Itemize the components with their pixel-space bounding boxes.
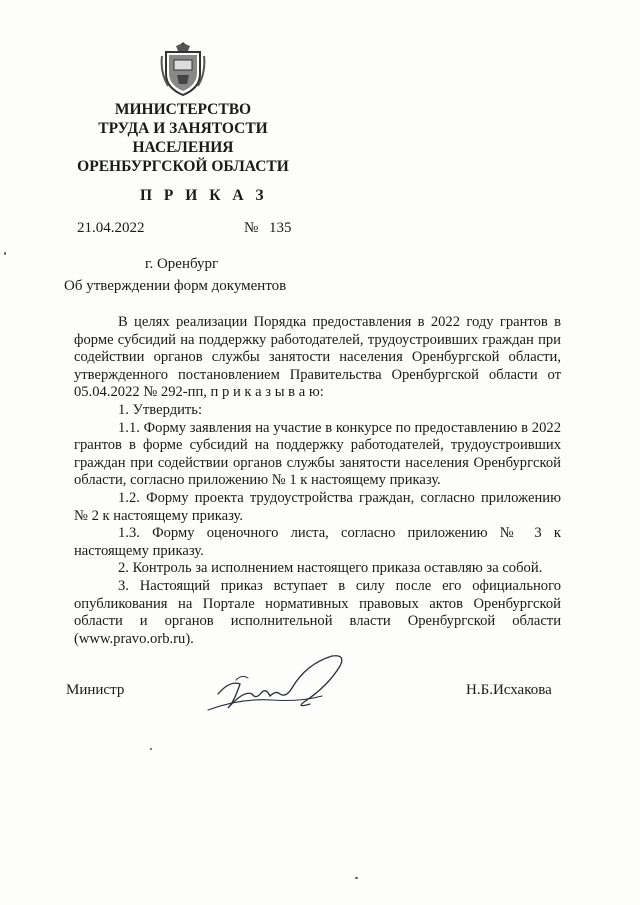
scan-speck bbox=[150, 748, 152, 750]
signer-title: Министр bbox=[66, 682, 125, 698]
document-type-title: П Р И К А З bbox=[140, 187, 268, 204]
org-line: ТРУДА И ЗАНЯТОСТИ bbox=[98, 120, 268, 137]
signer-name: Н.Б.Исхакова bbox=[466, 682, 552, 698]
body-paragraph: 1.3. Форму оценочного листа, согласно приложению № 3 к настоящему приказу. bbox=[74, 525, 561, 559]
body-paragraph: 1.1. Форму заявления на участие в конкурсе по предоставлению в 2022 грантов в форме субсидий на поддержку работодателей, трудоустроивших граждан при содействии органов службы занятости населения Оренбургской области, согласно приложению № 1 к настоящему приказу. bbox=[74, 419, 561, 489]
number-sign: № bbox=[244, 220, 259, 236]
body-paragraph: В целях реализации Порядка предоставления в 2022 году грантов в форме субсидий на поддержку работодателей, трудоустроивших граждан при содействии органов службы занятости населения Оренбургской области, утвержденного постановлением Правительства Оренбургской области от 05.04.2022 № 292-пп, п р и к а з ы в а ю: bbox=[74, 314, 561, 401]
document-subject: Об утверждении форм документов bbox=[64, 278, 287, 294]
document-body bbox=[74, 314, 561, 648]
handwritten-signature bbox=[200, 650, 360, 720]
scan-speck bbox=[355, 877, 358, 879]
coat-of-arms-icon bbox=[160, 42, 206, 98]
org-line: ОРЕНБУРГСКОЙ ОБЛАСТИ bbox=[77, 158, 289, 175]
scan-speck bbox=[4, 252, 6, 255]
document-city: г. Оренбург bbox=[145, 256, 219, 272]
org-line: НАСЕЛЕНИЯ bbox=[132, 139, 234, 156]
body-paragraph: 1.2. Форму проекта трудоустройства граждан, согласно приложению № 2 к настоящему приказу. bbox=[74, 489, 561, 524]
body-paragraph: 2. Контроль за исполнением настоящего приказа оставляю за собой. bbox=[118, 560, 543, 577]
document-number: 135 bbox=[269, 220, 292, 236]
body-paragraph: 1. Утвердить: bbox=[118, 401, 203, 418]
document-date: 21.04.2022 bbox=[77, 220, 145, 236]
org-line: МИНИСТЕРСТВО bbox=[114, 101, 252, 118]
organization-name bbox=[60, 100, 306, 176]
body-paragraph: 3. Настоящий приказ вступает в силу после его официального опубликования на Портале нормативных правовых актов Оренбургской области и органов исполнительной власти Оренбургской области (www.pravo.orb.ru). bbox=[74, 577, 561, 647]
